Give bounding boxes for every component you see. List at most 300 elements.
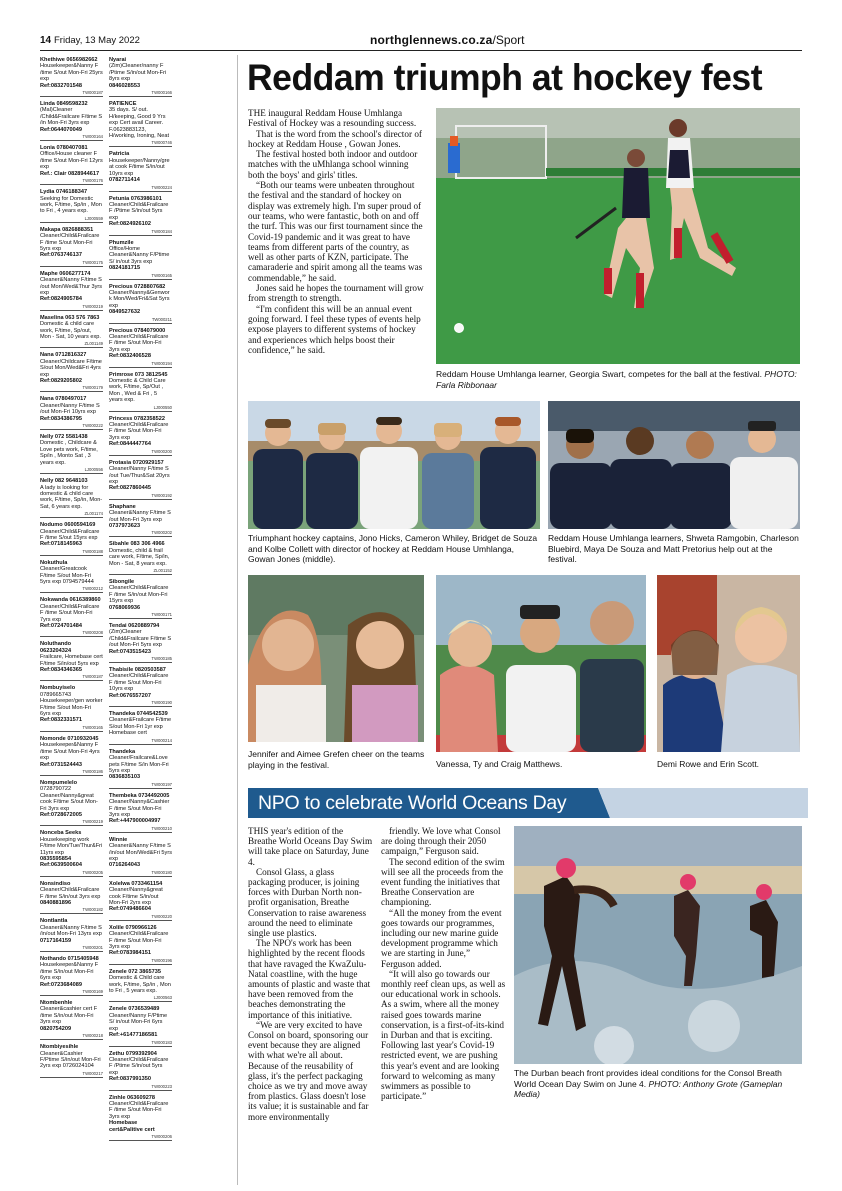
- classified-ad: [40, 641, 103, 681]
- npo-paragraph: “All the money from the event goes towards our programmes, including our new marine guide development programme which we are starting in June,” Ferguson added.: [381, 907, 502, 969]
- classified-body: Cleaner&Nanny F/time S /out Mon-Fri 3yrs exp: [109, 510, 171, 523]
- classified-code: LJ000550: [109, 405, 172, 412]
- classified-name: Nyarai: [109, 57, 127, 63]
- classified-body: Housekeeping work F/time Mon/Tue/Thur&Fri 11yrs exp: [40, 836, 103, 856]
- classified-code: TW000214: [109, 738, 172, 745]
- classified-ad: [40, 560, 103, 594]
- classified-body: Cleaner/Child&Frailcare F /time S/out Mon-Fri 5yrs exp: [40, 233, 100, 252]
- classified-code: LJ000556: [40, 467, 103, 474]
- classified-ref: Ref:0644070049: [40, 126, 82, 133]
- classified-ad: [109, 284, 172, 324]
- classified-ref: Ref:+61477186581: [109, 1032, 158, 1039]
- classified-name: Nelly 072 5581438: [40, 434, 88, 441]
- classified-code: TW000165: [109, 273, 172, 280]
- classified-name: Nomonde 0710932045: [40, 735, 99, 742]
- classified-text: [40, 396, 103, 422]
- classified-ad: [40, 1000, 103, 1040]
- classified-code: TW000187: [40, 90, 103, 97]
- classified-name: Nokuthula: [40, 559, 68, 566]
- classified-text: [109, 196, 172, 228]
- classified-text: [40, 918, 103, 944]
- classified-text: [40, 434, 103, 466]
- learners-photo-caption: Reddam House Umhlanga learners, Shweta Ramgobin, Charleson Bluebird, Maya De Souza and Matt Pretorius help out at the festival.: [548, 533, 799, 564]
- classified-ad: [109, 151, 172, 191]
- classified-body: 0789665743 Housekeeper/gen worker F/time S/out Mon-Fri 6yrs exp: [40, 691, 103, 718]
- classified-code: TW000175: [40, 260, 103, 267]
- classified-code: LJ000563: [109, 995, 172, 1002]
- classified-ad: [109, 504, 172, 538]
- classified-ad: [109, 1051, 172, 1091]
- classified-ad: [40, 597, 103, 637]
- classified-body: Housekeeper&Nanny F /time S/out Mon-Fri 25yrs exp: [40, 63, 103, 83]
- classified-name: Nodumo 0600594169: [40, 522, 96, 529]
- classified-ref: Ref:0824926102: [109, 221, 151, 228]
- column-divider: [237, 55, 238, 1185]
- classified-body: Cleaner/Nanny&Genwork Mon/Wed/Fri&Sat 5yrs exp: [109, 289, 170, 309]
- classified-body: Cleaner/Child&Frailcare F /time S/in/out Mon-Fri 15yrs exp: [109, 585, 169, 605]
- classified-name: Shaphane: [109, 503, 136, 510]
- classified-body: Office/House cleaner F /time S/out Mon-Fri 12yrs exp: [40, 151, 103, 171]
- npo-paragraph: “We are very excited to have Consol on board, sponsoring our event because they are aligned with what we're all about. Because of the reusability of glass, it's the perfect packaging choice as we try and move away from plastics. Glass doesn't lose its value; it is sustainable and far more environmentally: [248, 1019, 369, 1122]
- classified-ref: Ref:0834346365: [40, 667, 82, 674]
- classified-name: Zethu 0799392904: [109, 1050, 157, 1057]
- classified-name: Thabisile 0820503587: [109, 667, 166, 674]
- npo-paragraph: friendly. We love what Consol are doing through their 2050 campaign,” Ferguson said.: [381, 826, 501, 857]
- classified-ref: Ref:0844447764: [109, 441, 151, 448]
- learners-photo: [548, 401, 800, 529]
- classified-text: [109, 881, 172, 913]
- classified-body: 35 days. S/ out. H/keeping, Good 9 Yrs exp Cert avail Career. F.0623883123, H/working, Ironing, Neat: [109, 107, 170, 140]
- classified-name: Nombuyiselo: [40, 685, 76, 692]
- classified-body: (Mal)Cleaner /Child&Frailcare F/time S /in Mon-Fri 3yrs exp: [40, 107, 103, 127]
- classified-code: TW000205: [40, 870, 103, 877]
- classified-name: Ntombiyesihle: [40, 1044, 79, 1051]
- classified-ref: 0846028553: [109, 82, 141, 89]
- npo-paragraph: The NPO's work has been highlighted by the recent floods that have ravaged the KwaZulu-Natal coastline, with the huge amounts of plastic and waste that have been removed from the beaches demonstrating the importance of this initiative.: [248, 938, 371, 1020]
- page-number: 14: [40, 35, 52, 46]
- classified-code: ZL001149: [40, 341, 103, 348]
- section-name: /Sport: [492, 33, 525, 47]
- classified-code: TW000220: [109, 914, 172, 921]
- classified-ref: 0737973623: [109, 522, 141, 529]
- classified-body: Cleaner/Nanny F/time S /out Tue/Thur&Sat 20yrs exp: [109, 466, 170, 485]
- classified-code: TW000169: [40, 989, 103, 996]
- classified-text: [40, 315, 103, 341]
- rowe-photo-caption: Demi Rowe and Erin Scott.: [657, 759, 760, 769]
- classified-body: Domestic & child care work, F/time, Sp/out, Mon - Sat, 10 years exp.: [40, 321, 101, 340]
- classified-name: Xolelwa 0733461154: [109, 880, 163, 887]
- classified-ref: 0840881896: [40, 900, 72, 906]
- classified-text: [40, 57, 103, 89]
- classified-ad: [109, 57, 172, 97]
- classified-ref: 0716264043: [109, 862, 141, 869]
- classified-text: [109, 541, 172, 567]
- classified-text: [40, 560, 103, 586]
- classified-text: [109, 925, 172, 957]
- classified-name: Khethiwe 0656982662: [40, 57, 98, 63]
- classified-text: [109, 1095, 172, 1133]
- classified-name: Noluthando 0623204324: [40, 641, 72, 654]
- classified-name: Petunia 0763986101: [109, 195, 162, 202]
- classified-body: Cleaner/Nanny&great cook F/time S/in/out Mon-Fri 2yrs exp: [109, 887, 163, 906]
- classified-text: [40, 780, 103, 818]
- classified-code: TW000217: [40, 1071, 103, 1078]
- classified-ad: [40, 396, 103, 430]
- classified-ref: Ref:0834386795: [40, 415, 82, 422]
- classified-body: Cleaner/Nanny&Cashier F /time S/out Mon-Fri 3yrs exp: [109, 799, 170, 818]
- classified-text: [40, 685, 103, 723]
- classified-code: TW000192: [109, 493, 172, 500]
- classified-ad: [40, 227, 103, 267]
- classified-name: Nothando 0715405948: [40, 956, 99, 963]
- classified-ad: [109, 416, 172, 456]
- classified-ad: [109, 101, 172, 147]
- classified-ad: [40, 478, 103, 518]
- classified-body: Cleaner/Child&Frailcare F /time S/out Mon-Fri 3yrs exp: [109, 931, 169, 951]
- classified-name: Primrose 073 3812545: [109, 371, 168, 378]
- classified-ad: [109, 372, 172, 412]
- classified-ad: [109, 328, 172, 368]
- classified-body: Cleaner/Childcare F/time S/out Mon/Wed&Fri 4yrs exp: [40, 358, 102, 378]
- classified-ad: [40, 315, 103, 349]
- classified-name: Zenele 0736539489: [109, 1006, 160, 1013]
- classified-ad: [40, 271, 103, 311]
- classified-code: TW000186: [40, 769, 103, 776]
- classified-ref: 0768069936: [109, 604, 141, 611]
- classified-code: TW000176: [40, 178, 103, 185]
- classified-ref: 0835595854 Ref:0639500604: [40, 855, 82, 869]
- classified-ad: [109, 240, 172, 280]
- classified-text: [40, 830, 103, 868]
- article-paragraph: That is the word from the school's director of hockey at Reddam House , Gowan Jones.: [248, 128, 422, 149]
- classified-text: [109, 837, 172, 869]
- classified-body: Cleaner&Cashier F/Ptime S/in/out Mon-Fri 2yrs exp 0726024104: [40, 1050, 101, 1070]
- classified-code: TW000197: [109, 782, 172, 789]
- classified-body: Housekeeper&Nanny F /time S/in/out Mon-Fri 6yrs exp: [40, 962, 99, 982]
- article-paragraph: THE inaugural Reddam House Umhlanga Festival of Hockey was a resounding success.: [248, 108, 417, 129]
- classified-ad: [40, 685, 103, 731]
- classified-body: Domestic, child & frail care work, F/time, Sp/in, Mon - Sat, 8 years exp.: [109, 547, 170, 567]
- classified-ad: [40, 881, 103, 915]
- classified-name: Lonia 0780407081: [40, 145, 88, 152]
- hockey-photo-caption: [436, 369, 802, 390]
- classified-ad: [109, 837, 172, 877]
- classified-body: (Zim)Cleaner/nanny F /Ptime S/in/out Mon-Fri 8yrs exp: [109, 63, 167, 83]
- classified-name: Nonsindiso: [40, 880, 71, 887]
- classified-ref: Homebase cert&Palitive cert: [109, 1120, 155, 1133]
- classified-code: TW000171: [109, 612, 172, 619]
- classified-code: ZL001152: [109, 568, 172, 575]
- classified-ref: 0820754209: [40, 1025, 72, 1032]
- classified-ad: [109, 881, 172, 921]
- classified-ad: [109, 623, 172, 663]
- classified-ad: [40, 189, 103, 223]
- classified-code: TW000202: [109, 530, 172, 537]
- classified-body: Cleaner/Child&Frailcare F /Ptime S/in/out 5yrs exp: [109, 1056, 169, 1076]
- classified-text: [40, 478, 103, 510]
- classified-name: Princess 0782358522: [109, 415, 165, 422]
- classified-body: Domestic & Child care work, F/time, Sp/in , Mon to Fri , 5 years exp.: [109, 975, 171, 995]
- classified-ref: Ref:+447900004997: [109, 818, 161, 825]
- classified-ad: [109, 1095, 172, 1141]
- classified-ad: [109, 711, 172, 745]
- classified-ad: [40, 830, 103, 876]
- article-paragraph: Jones said he hopes the tournament will grow from strength to strength.: [248, 283, 424, 304]
- classified-body: Cleaner/Nanny F/time S /out Mon-Fri 10yrs exp: [40, 402, 100, 416]
- classified-name: Patricia: [109, 151, 130, 158]
- classified-code: TW000183: [109, 1040, 172, 1047]
- classified-text: [40, 145, 103, 177]
- classified-name: Makapa 0826888351: [40, 226, 94, 233]
- classified-ref: Ref:0829205802: [40, 378, 82, 385]
- classified-body: Cleaner/Nanny F/Ptime S/ in/out Mon-Fri 6yrs exp: [109, 1012, 168, 1032]
- rowe-photo: [657, 575, 800, 752]
- classified-name: Nontlantla: [40, 918, 68, 925]
- classified-text: [109, 504, 172, 530]
- classified-name: Nelly 082 9648103: [40, 478, 88, 485]
- classified-body: Cleaner/Child&Frailcare F /time S/in/out 3yrs exp: [40, 887, 101, 900]
- classified-text: [40, 352, 103, 384]
- hockey-action-photo: [436, 108, 800, 364]
- site-name: northglennews.co.za: [370, 33, 493, 47]
- classified-text: [40, 522, 103, 548]
- classified-ad: [40, 101, 103, 141]
- classified-ref: Ref:0783984151: [109, 950, 151, 957]
- classified-body: Cleaner/Child&Frailcare F /time S/out Mon-Fri 3yrs exp: [109, 334, 169, 353]
- classified-ad: [109, 667, 172, 707]
- classified-body: Cleaner&Nanny F/time S /out Mon/Wed&Thur 3yrs exp: [40, 277, 103, 296]
- classified-ref: 0836835103: [109, 774, 141, 781]
- classified-ref: Ref.: Clair 0828944617: [40, 170, 100, 177]
- classified-ad: [40, 57, 103, 97]
- classified-ad: [109, 1006, 172, 1046]
- classified-text: [109, 151, 172, 183]
- classified-body: Domestic , Childcare & Love pets work, F/time, Sp/in , Monto Sat , 3 years exp.: [40, 440, 98, 466]
- classified-code: TW000208: [40, 630, 103, 637]
- classified-code: TW000166: [109, 90, 172, 97]
- swim-photo-caption: [514, 1068, 804, 1100]
- classified-ref: Ref:0731524443: [40, 761, 82, 768]
- classified-text: [109, 1006, 172, 1038]
- classified-name: Winnie: [109, 836, 128, 843]
- classified-body: Frailcare, Homebase cert F/time S/in/out 5yrs exp: [40, 654, 103, 667]
- matthews-photo: [436, 575, 646, 752]
- classified-body: Seeking for Domestic work, F/time, Sp/in , Mon to Fri , 4 years exp.: [40, 195, 102, 215]
- classified-name: Precious 0784079000: [109, 327, 166, 334]
- classified-code: TW000222: [40, 423, 103, 430]
- npo-paragraph: THIS year's edition of the Breathe World Oceans Day Swim will take place on Saturday, June 4.: [248, 826, 373, 867]
- classified-ad: [109, 793, 172, 833]
- classified-body: A lady is looking for domestic & child care work, F/time, Sp/in, Mon-Sat, 6 years exp.: [40, 484, 103, 510]
- classified-name: Maphe 0606277174: [40, 270, 91, 277]
- main-article-body: [248, 108, 426, 355]
- classified-code: TW000212: [40, 586, 103, 593]
- classified-name: Zenele 072 3865735: [109, 968, 161, 975]
- classified-text: [109, 793, 172, 825]
- classified-name: Phumzile: [109, 239, 134, 246]
- classified-ref: Ref:0718145963: [40, 541, 82, 548]
- classified-text: [40, 271, 103, 303]
- classified-ad: [40, 956, 103, 996]
- classified-text: [40, 227, 103, 259]
- classified-name: Nonceba Seeks: [40, 830, 82, 837]
- classified-name: Thandeka 0744542539: [109, 711, 168, 718]
- classified-body: Cleaner/Child&Frailcare F /time S/out Mon-Fri 3yrs exp: [109, 1100, 169, 1120]
- page-header: [40, 33, 800, 49]
- main-headline: Reddam triumph at hockey fest: [247, 57, 763, 98]
- classified-body: Cleaner&cashier cert F /time S/in/out Mon-Fri 3yrs exp: [40, 1006, 98, 1026]
- classified-text: [109, 240, 172, 272]
- classified-ad: [40, 736, 103, 776]
- classified-name: PATIENCE: [109, 101, 137, 108]
- classified-name: Nana 0780497017: [40, 396, 87, 403]
- classified-name: Linda 0849598232: [40, 101, 88, 108]
- classified-body: (Zim)Cleaner /Child&Frailcare F/time S /out Mon-Fri 5yrs exp: [109, 629, 172, 649]
- classified-text: [109, 579, 172, 611]
- classified-ad: [109, 460, 172, 500]
- classified-text: [40, 1044, 103, 1070]
- classified-name: Precious 0728807682: [109, 283, 166, 290]
- classified-text: [109, 623, 172, 655]
- classified-code: TW000201: [40, 945, 103, 952]
- classified-body: Housekeeper&Nanny F /time S/out Mon-Fri 4yrs exp: [40, 742, 100, 762]
- classified-code: TW000182: [40, 907, 103, 914]
- classified-code: TW000224: [109, 185, 172, 192]
- classified-body: Cleaner&Nanny F/time S /in/out Mon/Wed&Fri 5yrs exp: [109, 843, 173, 862]
- classified-ad: [109, 541, 172, 575]
- classified-body: Cleaner/Child&Frailcare F /time S/out Mon-Fri 3yrs exp: [109, 422, 169, 441]
- classifieds-column-2: [109, 57, 172, 1145]
- classified-ad: [40, 434, 103, 474]
- classified-ad: [40, 918, 103, 952]
- classified-code: TW000219: [40, 819, 103, 826]
- classified-text: [109, 749, 172, 781]
- classified-ad: [40, 352, 103, 392]
- section-label: [370, 33, 525, 47]
- classified-code: TW000196: [109, 958, 172, 965]
- classified-name: Zinhle 063609278: [109, 1094, 156, 1101]
- classified-code: TW000180: [109, 870, 172, 877]
- classified-text: [40, 736, 103, 768]
- classified-ref: Ref:0723684089: [40, 981, 82, 988]
- classifieds-column-1: [40, 57, 103, 1082]
- classified-ref: 0824181715: [109, 265, 141, 272]
- classified-ref: Ref:0832331571: [40, 717, 82, 724]
- classified-body: Cleaner&Frailcare F/time S/out Mon-Fri 1yr exp Homebase cert: [109, 717, 172, 737]
- classified-ad: [109, 749, 172, 789]
- classified-text: [40, 1000, 103, 1032]
- classified-body: Housekeeper/Nanny/great cook F/time S/in/out 10yrs exp: [109, 157, 170, 177]
- classified-code: TW000223: [109, 1084, 172, 1091]
- classified-ad: [40, 1044, 103, 1078]
- page-date: Friday, 13 May 2022: [54, 35, 140, 46]
- classified-code: LJ000559: [40, 216, 103, 223]
- classified-name: Tendai 0620889794: [109, 623, 160, 629]
- npo-headline: NPO to celebrate World Oceans Day: [258, 792, 567, 814]
- classified-body: Cleaner/Child&Frailcare F /time S/out Mon-Fri 10yrs exp: [109, 673, 169, 693]
- classified-ref: Ref:0749486604: [109, 906, 151, 913]
- classified-body: Cleaner/Frailcare&Love pets F/time S/in Mon-Fri 5yrs exp: [109, 755, 169, 774]
- classified-ad: [109, 196, 172, 236]
- classified-text: [40, 597, 103, 629]
- classified-name: Sibahle 083 306 4966: [109, 541, 165, 548]
- classified-name: Nokwanda 0616389860: [40, 597, 101, 604]
- classified-text: [40, 641, 103, 673]
- classified-body: Cleaner&Nanny F/time S /in/out Mon-Fri 13yrs exp: [40, 924, 102, 938]
- classified-text: [40, 189, 103, 215]
- classified-ref: Ref:0728672005: [40, 811, 82, 818]
- grefen-photo: [248, 575, 424, 742]
- captains-photo: [248, 401, 540, 529]
- classified-code: TW000194: [109, 361, 172, 368]
- classified-ref: Ref:0763746137: [40, 252, 82, 259]
- classified-name: Nompumelelo: [40, 779, 77, 786]
- classified-ad: [40, 522, 103, 556]
- classified-code: TW000210: [109, 826, 172, 833]
- article-paragraph: “Both our teams were unbeaten throughout the festival and the standard of hockey on display was extremely high. I'm super proud of our teams, who were fantastic, both on and off the turf. This was our first tournament since the Covid-19 pandemic and it was great to have teams from different parts of the country, as well as other parts of KZN, participate. The camaraderie and spirit among all the teams was commendable,” he said.: [248, 180, 423, 283]
- classified-body: Domestic & Child Care work, F/time, Sp/Out , Mon , Wed & Fri , 5 years exp.: [109, 378, 166, 404]
- classified-ref: Ref:0724701484: [40, 623, 82, 629]
- classified-code: TW000190: [109, 700, 172, 707]
- article-paragraph: The festival hosted both indoor and outdoor matches with the uMhlanga school winning both the boys' and girls' titles.: [248, 149, 418, 180]
- classified-name: Thembeka 0734492005: [109, 792, 170, 799]
- classified-code: TW000211: [109, 317, 172, 324]
- caption-credit: PHOTO: Anthony Grote (Gameplan Media): [514, 1078, 783, 1099]
- classified-ref: Ref:0837991350: [109, 1076, 151, 1083]
- caption-text: The Durban beach front provides ideal conditions for the Consol Breath World Ocean Day Swim on June 4.: [514, 1068, 782, 1089]
- classified-body: Cleaner/Child&Frailcare F /time S/out Mon-Fri 7yrs exp: [40, 603, 100, 623]
- classified-text: [109, 667, 172, 699]
- classified-code: TW000165: [40, 725, 103, 732]
- classified-name: Sibongile: [109, 578, 135, 585]
- classified-text: [109, 969, 172, 995]
- classified-text: [109, 416, 172, 448]
- npo-paragraph: Consol Glass, a glass packaging producer, is joining forces with Durban North non-profit organisation, Breathe Conservation to raise awareness around the need to eliminate single use plastics.: [248, 866, 367, 939]
- classified-code: TW000179: [40, 385, 103, 392]
- captains-photo-caption: Triumphant hockey captains, Jono Hicks, Cameron Whiley, Bridget de Souza and Kolbe Collett with director of hockey at Reddam House Umhlanga, Gowan Jones (middle).: [248, 533, 538, 564]
- classified-name: Nana 0712816327: [40, 352, 87, 359]
- classified-text: [40, 956, 103, 988]
- classified-text: [109, 711, 172, 737]
- classified-name: Protasia 0720929157: [109, 459, 164, 466]
- npo-article-column-1: [248, 826, 373, 1122]
- classified-name: Ntombenhle: [40, 1000, 73, 1007]
- classified-text: [109, 460, 172, 492]
- classified-text: [109, 328, 172, 360]
- swim-photo: [514, 826, 802, 1064]
- classified-ad: [40, 145, 103, 185]
- classified-ad: [109, 969, 172, 1003]
- classified-ad: [40, 780, 103, 826]
- classified-text: [109, 57, 172, 89]
- classified-text: [40, 881, 103, 907]
- classified-code: TW000185: [109, 656, 172, 663]
- caption-credit: PHOTO: Farla Ribbonaar: [436, 369, 797, 390]
- classified-ref: Ref:0824905784: [40, 296, 82, 303]
- classified-code: TW000218: [40, 1033, 103, 1040]
- classified-code: TW000188: [40, 549, 103, 556]
- classified-name: Maselina 063 576 7863: [40, 314, 100, 321]
- classified-ref: 0782711414: [109, 177, 140, 184]
- classified-text: [109, 372, 172, 404]
- matthews-photo-caption: Vanessa, Ty and Craig Matthews.: [436, 759, 563, 769]
- classified-body: 0728790722 Cleaner/Nanny&great cook F/time S/out Mon-Fri 3yrs exp: [40, 786, 98, 812]
- classified-text: [109, 1051, 172, 1083]
- classified-code: TW000164: [40, 134, 103, 141]
- classified-text: [109, 284, 172, 316]
- npo-banner: [248, 788, 808, 818]
- classified-text: [40, 101, 103, 133]
